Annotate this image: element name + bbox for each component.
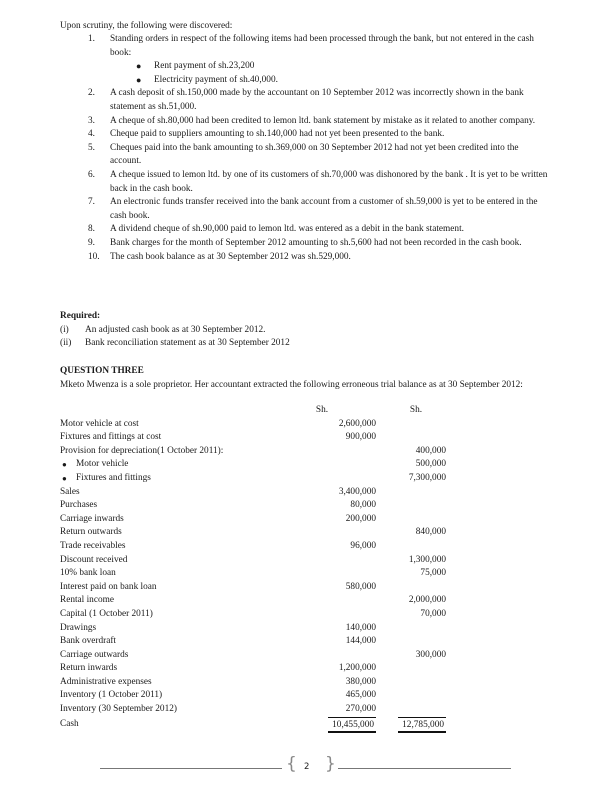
- required-section: [60, 310, 540, 351]
- account-name: [60, 581, 268, 595]
- debit-value: 465,000: [345, 690, 376, 701]
- required-item: [60, 337, 540, 351]
- finding-item: [88, 251, 550, 265]
- account-name: [60, 431, 268, 445]
- account-name: [60, 486, 268, 500]
- credit-value: [386, 499, 448, 513]
- account-name: [60, 499, 268, 513]
- debit-value: 1,200,000: [338, 663, 376, 674]
- account-label: Administrative expenses: [60, 676, 152, 687]
- finding-item: [88, 169, 550, 196]
- table-header-row: [60, 404, 448, 418]
- debit-value: [268, 649, 378, 663]
- account-label: Discount received: [60, 554, 128, 565]
- finding-text: Cheques paid into the bank amounting to sh.369,000 on 30 September 2012 had not yet been credited into the account.: [110, 142, 519, 167]
- table-row: [60, 689, 448, 703]
- account-label: Return inwards: [60, 663, 118, 674]
- required-item-numeral: (ii): [60, 338, 72, 349]
- table-row: [60, 581, 448, 595]
- account-label: Fixtures and fittings: [76, 472, 151, 483]
- findings-list: [88, 33, 550, 264]
- finding-sub-list: [110, 60, 550, 87]
- finding-number: 1.: [88, 34, 95, 44]
- debit-value: [268, 594, 378, 608]
- account-label: Inventory (30 September 2012): [60, 704, 177, 715]
- finding-item: [88, 33, 550, 87]
- account-name: [60, 703, 268, 717]
- finding-number: 7.: [88, 197, 95, 208]
- debit-header: Sh.: [315, 405, 329, 415]
- table-row: [60, 526, 448, 540]
- credit-value: 75,000: [420, 568, 446, 579]
- sub-item: [132, 74, 550, 88]
- table-row: [60, 472, 448, 486]
- credit-value: 2,000,000: [408, 595, 446, 606]
- sub-item-text: Rent payment of sh.23,200: [154, 61, 255, 72]
- account-name: [60, 689, 268, 703]
- page-number: 2: [304, 762, 310, 772]
- finding-text: The cash book balance as at 30 September 2012 was sh.529,000.: [110, 251, 351, 262]
- table-row: [60, 676, 448, 690]
- debit-value: 380,000: [345, 676, 376, 687]
- required-item-numeral: (i): [60, 324, 69, 335]
- sub-item: [132, 60, 550, 74]
- credit-value: [386, 676, 448, 690]
- table-row: [60, 554, 448, 568]
- required-heading: Required:: [60, 311, 101, 321]
- page-footer: [100, 754, 512, 776]
- table-row: [60, 540, 448, 554]
- debit-value: [268, 472, 378, 486]
- debit-value: [268, 445, 378, 459]
- debit-value: 96,000: [350, 540, 376, 551]
- debit-total: 10,455,000: [328, 717, 376, 733]
- finding-item: [88, 115, 550, 129]
- finding-text: A cheque issued to lemon ltd. by one of its customers of sh.70,000 was dishonored by the bank . It is yet to be written back in the cash book.: [110, 169, 548, 194]
- table-row: [60, 418, 448, 432]
- account-name: [60, 445, 268, 459]
- credit-value: [386, 689, 448, 703]
- account-name: [60, 458, 268, 472]
- account-name: [60, 662, 268, 676]
- finding-item: [88, 142, 550, 169]
- account-name: [60, 540, 268, 554]
- finding-item: [88, 128, 550, 142]
- required-item-text: An adjusted cash book as at 30 September 2012.: [85, 324, 266, 335]
- account-name: [60, 676, 268, 690]
- account-label: Bank overdraft: [60, 636, 117, 647]
- bullet-icon: ●: [136, 74, 142, 85]
- account-label: Provision for depreciation(1 October 2011):: [60, 445, 224, 456]
- debit-value: 200,000: [345, 513, 376, 524]
- account-name: [60, 635, 268, 649]
- table-row: [60, 649, 448, 663]
- credit-value: 500,000: [415, 459, 446, 470]
- account-name: [60, 594, 268, 608]
- account-name: [60, 418, 268, 432]
- account-label: Drawings: [60, 622, 97, 633]
- account-label: Motor vehicle at cost: [60, 418, 139, 429]
- debit-value: [268, 608, 378, 622]
- finding-number: 8.: [88, 224, 95, 235]
- finding-item: [88, 196, 550, 223]
- debit-value: 270,000: [345, 704, 376, 715]
- intro-text: Upon scrutiny, the following were discovered:: [60, 21, 233, 31]
- footer-divider: [338, 768, 511, 769]
- account-label: Trade receivables: [60, 540, 126, 551]
- table-row: [60, 703, 448, 717]
- account-label: Cash: [60, 718, 79, 729]
- credit-value: [386, 581, 448, 595]
- finding-text: A dividend cheque of sh.90,000 paid to lemon ltd. was entered as a debit in the bank statement.: [110, 224, 464, 235]
- table-row: [60, 513, 448, 527]
- credit-header: Sh.: [409, 405, 423, 415]
- credit-value: [386, 418, 448, 432]
- table-row: [60, 458, 448, 472]
- debit-value: 80,000: [350, 500, 376, 511]
- account-label: Carriage inwards: [60, 513, 124, 524]
- table-row: [60, 431, 448, 445]
- question-heading: QUESTION THREE: [60, 366, 144, 376]
- account-name: [60, 649, 268, 663]
- credit-value: [386, 540, 448, 554]
- credit-value: [386, 703, 448, 717]
- finding-item: [88, 87, 550, 114]
- account-label: Sales: [60, 486, 80, 497]
- finding-text: A cash deposit of sh.150,000 made by the accountant on 10 September 2012 was incorrectly shown in the bank statement as sh.51,000.: [110, 88, 524, 112]
- question-text: Mketo Mwenza is a sole proprietor. Her accountant extracted the following erroneous trial balance as at 30 September 2012:: [60, 379, 523, 390]
- finding-item: [88, 223, 550, 237]
- bullet-icon: ●: [62, 460, 67, 470]
- credit-total: 12,785,000: [398, 717, 446, 733]
- credit-value: [386, 513, 448, 527]
- account-label: Motor vehicle: [76, 459, 129, 470]
- finding-number: 10.: [88, 251, 100, 262]
- required-item-text: Bank reconciliation statement as at 30 September 2012: [85, 338, 290, 349]
- table-row: [60, 608, 448, 622]
- table-row: [60, 622, 448, 636]
- debit-value: 2,600,000: [338, 418, 376, 429]
- finding-number: 6.: [88, 169, 95, 180]
- debit-value: [268, 554, 378, 568]
- required-item: [60, 324, 540, 338]
- right-brace-icon: }: [325, 754, 336, 774]
- finding-number: 5.: [88, 142, 95, 153]
- credit-value: 7,300,000: [408, 472, 446, 483]
- account-name: [60, 567, 268, 581]
- totals-row: [60, 717, 448, 733]
- account-name: [60, 608, 268, 622]
- account-name: [60, 554, 268, 568]
- finding-number: 2.: [88, 88, 95, 99]
- account-label: Rental income: [60, 595, 114, 606]
- account-label: Capital (1 October 2011): [60, 608, 153, 619]
- debit-value: [268, 458, 378, 472]
- table-row: [60, 635, 448, 649]
- table-row: [60, 567, 448, 581]
- debit-value: [268, 567, 378, 581]
- credit-value: [386, 486, 448, 500]
- account-name: [60, 472, 268, 486]
- debit-value: 3,400,000: [338, 486, 376, 497]
- table-row: [60, 662, 448, 676]
- sub-item-text: Electricity payment of sh.40,000.: [154, 74, 278, 85]
- finding-text: A cheque of sh.80,000 had been credited to lemon ltd. bank statement by mistake as it related to another company.: [110, 115, 536, 126]
- credit-value: [386, 622, 448, 636]
- table-row: [60, 486, 448, 500]
- finding-item: [88, 237, 550, 251]
- trial-balance-table: [60, 404, 448, 733]
- credit-value: 300,000: [415, 649, 446, 660]
- finding-text: Bank charges for the month of September 2012 amounting to sh.5,600 had not been recorded in the cash book.: [110, 237, 522, 248]
- account-name: [60, 513, 268, 527]
- debit-value: 580,000: [345, 581, 376, 592]
- finding-number: 4.: [88, 129, 95, 140]
- left-brace-icon: {: [286, 754, 297, 774]
- debit-value: 140,000: [345, 622, 376, 633]
- account-name: [60, 526, 268, 540]
- finding-number: 9.: [88, 237, 95, 248]
- finding-text: An electronic funds transfer received into the bank account from a customer of sh.59,000 is yet to be entered in the cash book.: [110, 197, 538, 221]
- account-label: Fixtures and fittings at cost: [60, 432, 162, 443]
- credit-value: 70,000: [420, 608, 446, 619]
- debit-value: 900,000: [345, 432, 376, 443]
- question-three-section: [60, 365, 540, 392]
- table-row: [60, 594, 448, 608]
- finding-text: Standing orders in respect of the following items had been processed through the bank, but not entered in the cash book:: [110, 34, 534, 58]
- credit-value: 840,000: [415, 527, 446, 538]
- account-label: Carriage outwards: [60, 649, 129, 660]
- account-label: Return outwards: [60, 527, 122, 538]
- finding-text: Cheque paid to suppliers amounting to sh.140,000 had not yet been presented to the bank.: [110, 129, 445, 140]
- account-label: 10% bank loan: [60, 568, 116, 579]
- table-row: [60, 499, 448, 513]
- debit-value: 144,000: [345, 636, 376, 647]
- footer-divider: [100, 768, 282, 769]
- account-label: Purchases: [60, 500, 98, 511]
- finding-number: 3.: [88, 115, 95, 126]
- debit-value: [268, 526, 378, 540]
- bullet-icon: ●: [62, 473, 67, 483]
- account-name: [60, 622, 268, 636]
- credit-value: 1,300,000: [408, 554, 446, 565]
- table-row: [60, 445, 448, 459]
- account-label: Interest paid on bank loan: [60, 581, 157, 592]
- account-label: Inventory (1 October 2011): [60, 690, 163, 701]
- credit-value: [386, 662, 448, 676]
- credit-value: [386, 431, 448, 445]
- credit-value: 400,000: [415, 445, 446, 456]
- credit-value: [386, 635, 448, 649]
- bullet-icon: ●: [136, 61, 142, 72]
